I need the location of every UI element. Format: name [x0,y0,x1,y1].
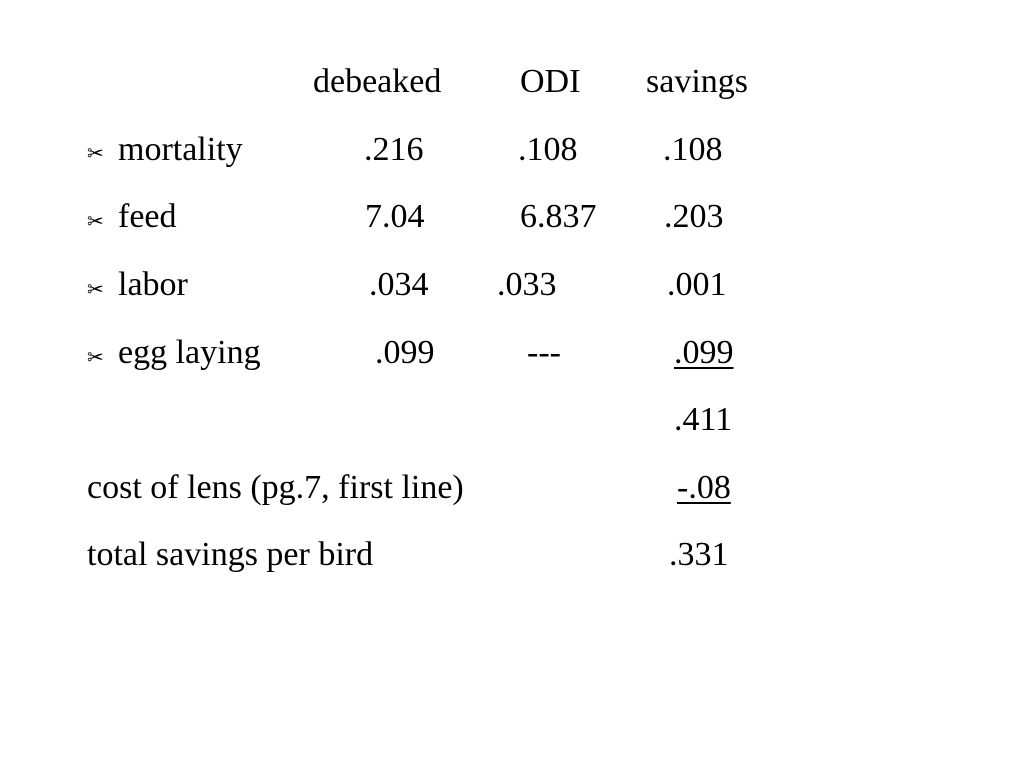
row-debeaked-feed: 7.04 [365,198,425,235]
row-debeaked-mortality: .216 [364,131,424,168]
row-savings-mortality: .108 [663,131,723,168]
row-odi-labor: .033 [497,266,557,303]
row-label-feed: feed [118,198,177,235]
scissors-icon: ✂ [87,141,104,165]
row-debeaked-labor: .034 [369,266,429,303]
lens-cost-label: cost of lens (pg.7, first line) [87,469,464,506]
row-label-mortality: mortality [118,131,243,168]
row-odi-egg-laying: --- [527,334,561,371]
lens-cost-value: -.08 [677,469,731,506]
total-value: .331 [669,536,729,573]
header-savings: savings [646,63,748,100]
row-odi-mortality: .108 [518,131,578,168]
header-odi: ODI [520,63,581,100]
subtotal-value: .411 [674,401,733,438]
row-odi-feed: 6.837 [520,198,597,235]
total-label: total savings per bird [87,536,374,573]
scissors-icon: ✂ [87,345,104,369]
scissors-icon: ✂ [87,209,104,233]
header-debeaked: debeaked [313,63,442,100]
row-label-labor: labor [118,266,188,303]
row-label-egg-laying: egg laying [118,334,261,371]
row-savings-feed: .203 [664,198,724,235]
row-savings-labor: .001 [667,266,727,303]
row-savings-egg-laying: .099 [674,334,734,371]
scissors-icon: ✂ [87,277,104,301]
row-debeaked-egg-laying: .099 [375,334,435,371]
